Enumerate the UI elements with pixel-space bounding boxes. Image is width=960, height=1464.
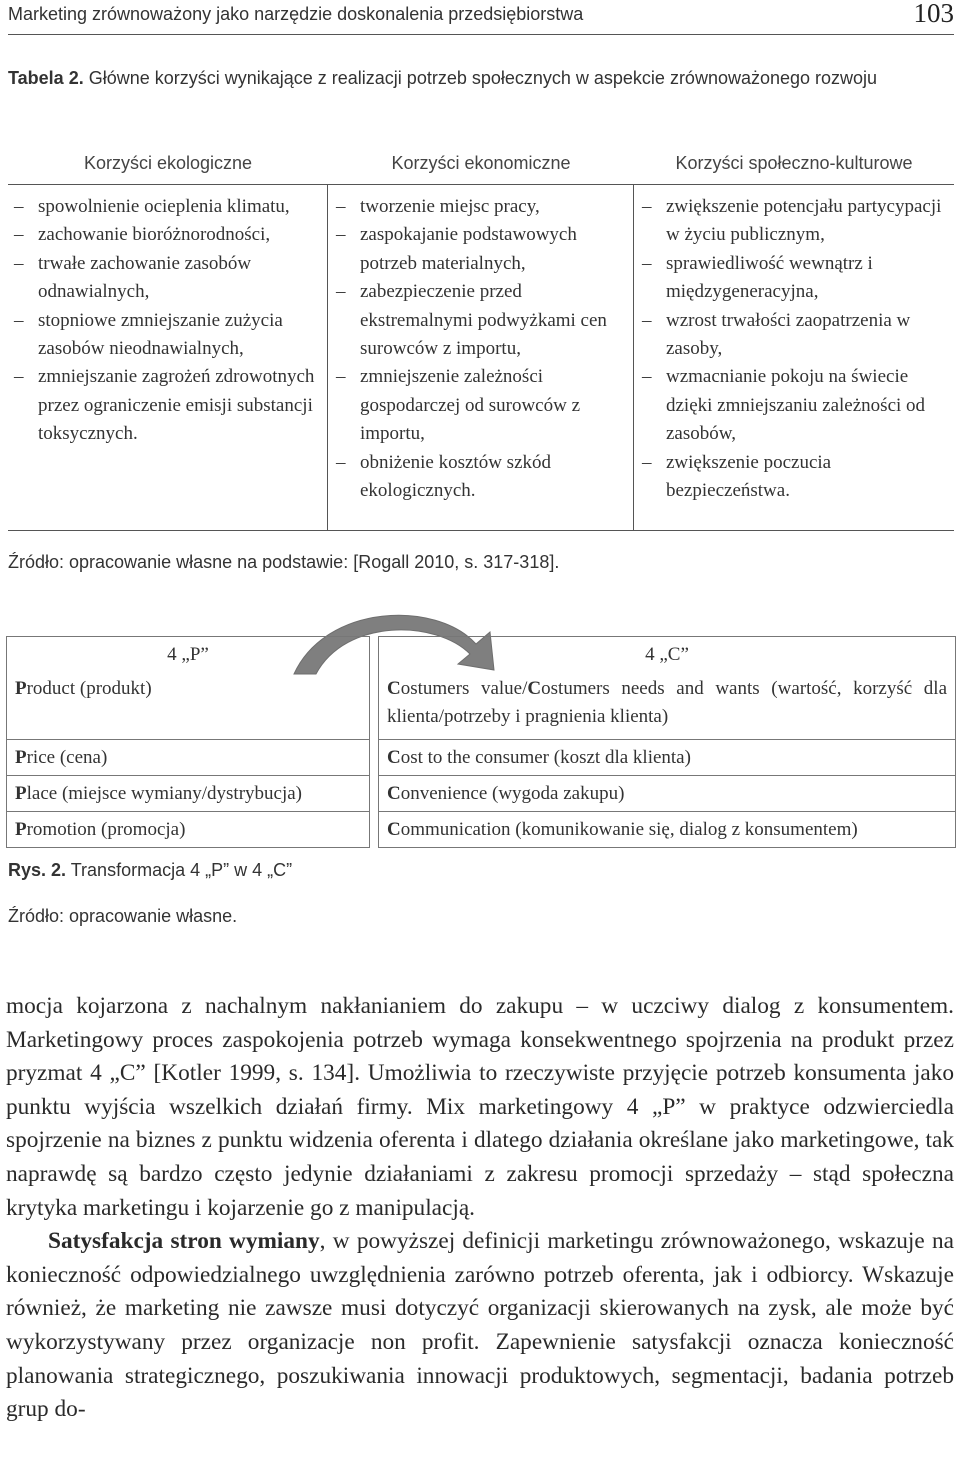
header-ecological: Korzyści ekologiczne bbox=[83, 153, 253, 173]
p-row-promotion: Promotion (promocja) bbox=[6, 812, 370, 848]
four-c-column bbox=[378, 636, 956, 848]
page-header bbox=[8, 0, 954, 35]
list-item: – zaspokajanie podstawowych potrzeb materialnych, bbox=[336, 224, 577, 274]
table-header-row bbox=[8, 150, 954, 180]
list-item: – zwiększenie potencjału partycypacji w życiu publicznym, bbox=[642, 196, 942, 246]
list-item: – spowolnienie ocieplenia klimatu, bbox=[14, 196, 290, 217]
list-item: – zwiększenie poczucia bezpieczeństwa. bbox=[642, 451, 832, 502]
page-number: 103 bbox=[913, 0, 954, 28]
table-bottom-rule bbox=[8, 530, 954, 531]
figure-caption-text: Transformacja 4 „P” w 4 „C” bbox=[66, 860, 293, 880]
list-item: – stopniowe zmniejszanie zużycia zasobów nieodnawialnych, bbox=[14, 309, 283, 360]
list-item: – tworzenie miejsc pracy, bbox=[336, 196, 540, 217]
list-item: – wzmacnianie pokoju na świecie dzięki zmniejszaniu zależności od zasobów, bbox=[642, 366, 926, 445]
c-row-cost: Cost to the consumer (koszt dla klienta) bbox=[378, 740, 956, 776]
paragraph-2 bbox=[6, 1225, 954, 1427]
running-title: Marketing zrównoważony jako narzędzie doskonalenia przedsiębiorstwa bbox=[8, 4, 584, 24]
table-caption-label: Tabela 2. bbox=[8, 68, 84, 88]
paragraph-1: mocja kojarzona z nachalnym nakłanianiem do zakupu – w uczciwy dialog z konsumentem. Marketingowy proces zaspokojenia potrzeb wymaga konsekwentnego spojrzenia na produkt przez pryzmat 4 „C” [Kotler 1999, s. 134]. Umożliwia to rzeczywiste przyjęcie potrzeb konsumenta jako punktu wyjścia wszelkich działań firmy. Mix marketingowy 4 „P” w praktyce odzwierciedla spojrzenie na biznes z punktu widzenia oferenta i dlatego działania określane jako marketingowe, tak naprawdę są bardzo często jedynie działaniami z zakresu promocji sprzedaży – stąd społeczna krytyka marketingu i kojarzenie go z manipulacją. bbox=[6, 993, 954, 1221]
benefits-table bbox=[8, 150, 954, 531]
list-item: – zachowanie bioróżnorodności, bbox=[14, 224, 271, 246]
p-row-price: Price (cena) bbox=[6, 740, 370, 776]
p-row-product: Product (produkt) bbox=[6, 672, 370, 740]
column-ecological bbox=[8, 185, 328, 530]
table-caption bbox=[8, 66, 952, 91]
list-item: – wzrost trwałości zaopatrzenia w zasoby, bbox=[642, 309, 911, 360]
body-text bbox=[6, 990, 954, 1427]
figure-caption-label: Rys. 2. bbox=[8, 860, 67, 880]
list-item: – zabezpieczenie przed ekstremalnymi podwyżkami cen surowców z importu, bbox=[336, 281, 607, 360]
list-item: – zmniejszenie zależności gospodarczej od surowców z importu, bbox=[336, 366, 581, 445]
column-economic bbox=[328, 185, 634, 530]
list-item: – zmniejszanie zagrożeń zdrowotnych przez ograniczenie emisji substancji toksycznych. bbox=[14, 366, 315, 445]
four-c-header: 4 „C” bbox=[378, 636, 956, 672]
p-row-place: Place (miejsce wymiany/dystrybucja) bbox=[6, 776, 370, 812]
c-row-customer-value: Costumers value/Costumers needs and wants (wartość, korzyść dla klienta/potrzeby i pragnienia klienta) bbox=[378, 672, 956, 740]
list-item: – trwałe zachowanie zasobów odnawialnych, bbox=[14, 252, 252, 303]
figure-4p-4c bbox=[6, 610, 958, 850]
c-row-convenience: Convenience (wygoda zakupu) bbox=[378, 776, 956, 812]
four-p-column bbox=[6, 636, 370, 848]
table-source: Źródło: opracowanie własne na podstawie: [Rogall 2010, s. 317-318]. bbox=[8, 552, 560, 572]
paragraph-2-bold: Satysfakcja stron wymiany bbox=[48, 1228, 320, 1255]
list-item: – sprawiedliwość wewnątrz i międzygeneracyjna, bbox=[642, 252, 873, 303]
figure-caption bbox=[8, 860, 292, 881]
header-sociocultural: Korzyści społeczno-kulturowe bbox=[675, 153, 913, 173]
table-caption-text: Główne korzyści wynikające z realizacji potrzeb społecznych w aspekcie zrównoważonego rozwoju bbox=[83, 68, 878, 88]
table-body bbox=[8, 185, 954, 530]
column-sociocultural bbox=[634, 185, 954, 530]
paragraph-2-text: , w powyższej definicji marketingu zrównoważonego, wskazuje na konieczność odpowiedzialnego uwzględnienia zarówno potrzeb oferenta, jak i odbiorcy. Wskazuje również, że marketing nie zawsze musi dotyczyć organizacji skierowanych na zysk, ale może być wykorzystywany przez organizacje non profit. Zapewnienie satysfakcji oznacza konieczność planowania strategicznego, poszukiwania innowacji produktowych, segmentacji, badania potrzeb grup do- bbox=[6, 1228, 954, 1423]
figure-source: Źródło: opracowanie własne. bbox=[8, 906, 238, 926]
four-p-header: 4 „P” bbox=[6, 636, 370, 672]
list-item: – obniżenie kosztów szkód ekologicznych. bbox=[336, 451, 552, 502]
c-row-communication: Communication (komunikowanie się, dialog z konsumentem) bbox=[378, 812, 956, 848]
header-economic: Korzyści ekonomiczne bbox=[391, 153, 571, 173]
